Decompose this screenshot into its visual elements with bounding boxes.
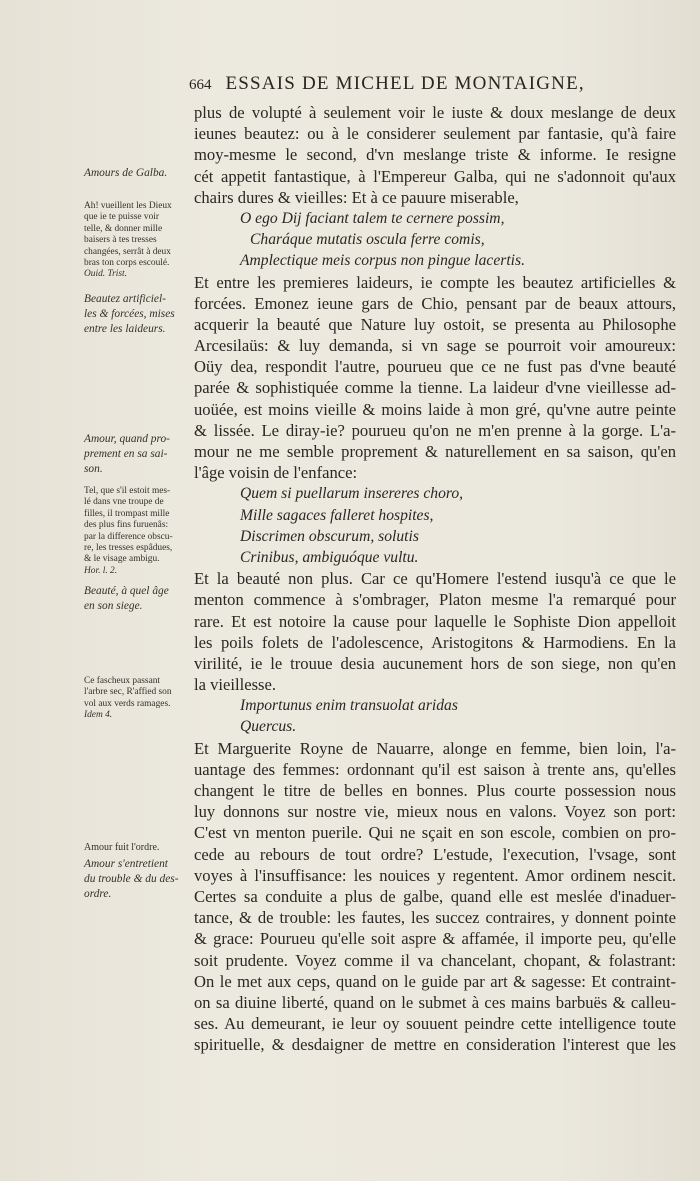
text-line: Et Marguerite Royne de Nauarre, alonge en femme, bien loin, l'a- xyxy=(194,738,676,758)
margin-note-line: l'arbre sec, R'affied son xyxy=(84,687,172,698)
text-line: les poils folets de l'adolescence, Aristogitons & Harmodiens. En la xyxy=(194,632,676,652)
text-line: chairs dures & vieilles: Et à ce pauure miserable, xyxy=(194,187,519,207)
margin-note-line: les & forcées, mises xyxy=(84,308,175,320)
margin-note-line: Beautez artificiel- xyxy=(84,293,166,305)
text-line: Et la beauté non plus. Car ce qu'Homere l'estend iusqu'à ce que le xyxy=(194,569,676,589)
text-line: la vieillesse. xyxy=(194,675,277,695)
text-line: changent le titre de belles en bonnes. Plus courte possession nous xyxy=(194,781,676,800)
margin-note-source: Idem 4. xyxy=(84,710,113,721)
latin-verse-line: Quem si puellarum insereres choro, xyxy=(240,485,464,503)
margin-note-line: Ah! vueillent les Dieux xyxy=(84,201,172,211)
margin-note-line: bras ton corps escoulé. xyxy=(84,258,170,269)
facing-page-bleed xyxy=(682,60,700,920)
margin-note-line: ordre. xyxy=(84,888,112,900)
latin-verse-line: Mille sagaces falleret hospites, xyxy=(240,506,434,524)
page-number: 664 xyxy=(189,77,212,93)
margin-note-line: Tel, que s'il estoit mes- xyxy=(84,486,171,496)
latin-verse-line: Quercus. xyxy=(240,718,297,736)
text-line: spirituelle, & desdaigner de mettre en consideration l'interest que les xyxy=(194,1035,676,1055)
text-line: on sa diuine liberté, quand on le submet à ces mains barbuës & calleu- xyxy=(194,992,676,1012)
margin-note-source: Hor. l. 2. xyxy=(84,565,118,576)
margin-note-line: son. xyxy=(84,463,103,475)
text-line: & lissée. Le diray-ie? pourueu qu'on ne m'en prenne à la gorge. L'a- xyxy=(194,420,676,440)
text-line: acquerir la beauté que Nature luy ostoit, se presenta au Philosophe xyxy=(194,314,676,334)
text-line: Certes sa conduite a plus de galbe, quand elle est meslée d'inaduer- xyxy=(194,886,676,906)
text-line: Et entre les premieres laideurs, ie compte les beautez artificielles & xyxy=(194,272,676,292)
margin-note-line: Amour, quand pro- xyxy=(84,433,170,445)
margin-note-line: & le visage ambigu. xyxy=(84,554,160,565)
margin-note-source: Ouid. Trist. xyxy=(84,269,127,280)
margin-note-beautez xyxy=(84,292,190,337)
margin-note-line: Beauté, à quel âge xyxy=(84,585,169,597)
latin-verse-line: Crinibus, ambiguóque vultu. xyxy=(240,548,419,566)
margin-note-line: lé dans vne troupe de xyxy=(84,497,164,508)
text-line: parée & sophistiquée comme la tienne. La laideur d'vne vieillesse ad- xyxy=(194,378,676,398)
text-line: forcées. Emonez ieune gars de Chio, pensant par de beaux attours, xyxy=(194,293,676,313)
text-line: mour ne me semble proprement & naturellement en sa saison, qu'en xyxy=(194,442,676,461)
text-line: rare. Et est notoire la cause pour laquelle le Sophiste Dion appelloit xyxy=(194,611,676,631)
text-line: C'est vn menton puerile. Qui ne sçait en son escole, combien on pro- xyxy=(194,823,676,843)
margin-note-translation-facheux xyxy=(84,676,190,722)
margin-note-line: vol aux verds ramages. xyxy=(84,698,171,709)
text-line: Oüy dea, respondit l'autre, pourueu que ce ne fust pas d'vne beauté xyxy=(194,357,676,377)
text-line: luy donnons sur nostre vie, mieux nous en valons. Voyez son port: xyxy=(194,802,676,822)
latin-verse-line: Discrimen obscurum, solutis xyxy=(240,527,419,545)
margin-note-line: prement en sa sai- xyxy=(84,448,168,460)
text-line: moy-mesme le second, d'vn meslange triste & informe. Ie resigne xyxy=(194,145,676,165)
margin-note-line: baisers à tes tresses xyxy=(84,235,157,246)
margin-note-amour-ordre xyxy=(84,842,190,853)
text-line: uoüée, est moins vieille & moins laide à mon gré, qu'vne autre peinte xyxy=(194,399,676,419)
latin-verse-line: Importunus enim transuolat aridas xyxy=(240,697,458,715)
margin-note-line: du trouble & du des- xyxy=(84,873,179,885)
margin-note-line: Amours de Galba. xyxy=(84,167,168,179)
text-line: uantage des femmes: ordonnant qu'il est saison à trente ans, qu'elles xyxy=(194,759,676,779)
margin-note-translation-horace xyxy=(84,486,190,577)
text-line: cede au rebours de tout ordre? L'estude, l'execution, l'vsage, sont xyxy=(194,844,676,864)
margin-note-line: Ce fascheux passant xyxy=(84,676,161,686)
margin-note-line: Amour s'entretient xyxy=(84,858,168,870)
margin-note-line: changées, serrât à deux xyxy=(84,246,171,257)
margin-note-line: Amour fuit l'ordre. xyxy=(84,842,160,853)
text-line: ses. Au demeurant, ie leur oy souuent peindre cette intelligence toute xyxy=(194,1014,676,1034)
margin-note-galba xyxy=(84,166,190,181)
text-line: soit prudente. Voyez comme il va chancelant, chopant, & folastrant: xyxy=(194,950,676,970)
running-title: ESSAIS DE MICHEL DE MONTAIGNE, xyxy=(225,73,585,94)
latin-verse-line: Charáque mutatis oscula ferre comis, xyxy=(250,231,485,249)
margin-note-line: des plus fins furuenâs: xyxy=(84,520,169,531)
margin-note-line: entre les laideurs. xyxy=(84,323,166,335)
margin-note-line: telle, & donner mille xyxy=(84,223,163,234)
text-line: cét appetit fantastique, à l'Empereur Galba, qui ne s'adonnoit qu'aux xyxy=(194,166,676,186)
text-line: virilité, ie le trouue desia aucunement hors de son siege, non qu'en xyxy=(194,653,676,673)
main-text xyxy=(194,102,676,1055)
margin-note-beaute-age xyxy=(84,584,190,614)
margin-note-amour-saison xyxy=(84,432,190,477)
margin-note-line: par la difference obscu- xyxy=(84,531,173,542)
text-line: ieunes beautez: ou à le considerer seulement par fantasie, qu'à faire xyxy=(194,124,676,144)
text-line: tance, & de trouble: les fautes, les succez contraires, y donnent pointe xyxy=(194,908,676,928)
margin-note-line: re, les tresses espâdues, xyxy=(84,543,173,554)
margin-note-line: que ie te puisse voir xyxy=(84,212,159,223)
margin-note-translation-ovid xyxy=(84,201,190,281)
margin-note-line: en son siege. xyxy=(84,600,143,612)
text-line: voyes à l'insuffisance: les nouices y regentent. Amor ordinem nescit. xyxy=(194,865,676,885)
running-header xyxy=(189,73,659,95)
margin-note-amour-trouble xyxy=(84,857,190,902)
text-line: l'âge voisin de l'enfance: xyxy=(194,463,358,483)
text-line: menton commence à s'ombrager, Platon mesme l'a remarqué pour xyxy=(194,590,676,610)
latin-verse-line: O ego Dij faciant talem te cernere possim, xyxy=(240,209,505,227)
latin-verse-line: Amplectique meis corpus non pingue lacertis. xyxy=(240,252,525,270)
text-line: & grace: Pourueu qu'elle soit aspre & affamée, il importe peu, qu'elle xyxy=(194,929,676,949)
text-line: plus de volupté à seulement voir le iuste & doux meslange de deux xyxy=(194,103,676,122)
text-line: Arcesilaüs: & luy demanda, si vn sage se pourroit voir amoureux: xyxy=(194,336,676,356)
text-line: On le met aux ceps, quand on le guide par art & sagesse: Et contraint- xyxy=(194,971,676,991)
margin-note-line: filles, il trompast mille xyxy=(84,508,170,519)
